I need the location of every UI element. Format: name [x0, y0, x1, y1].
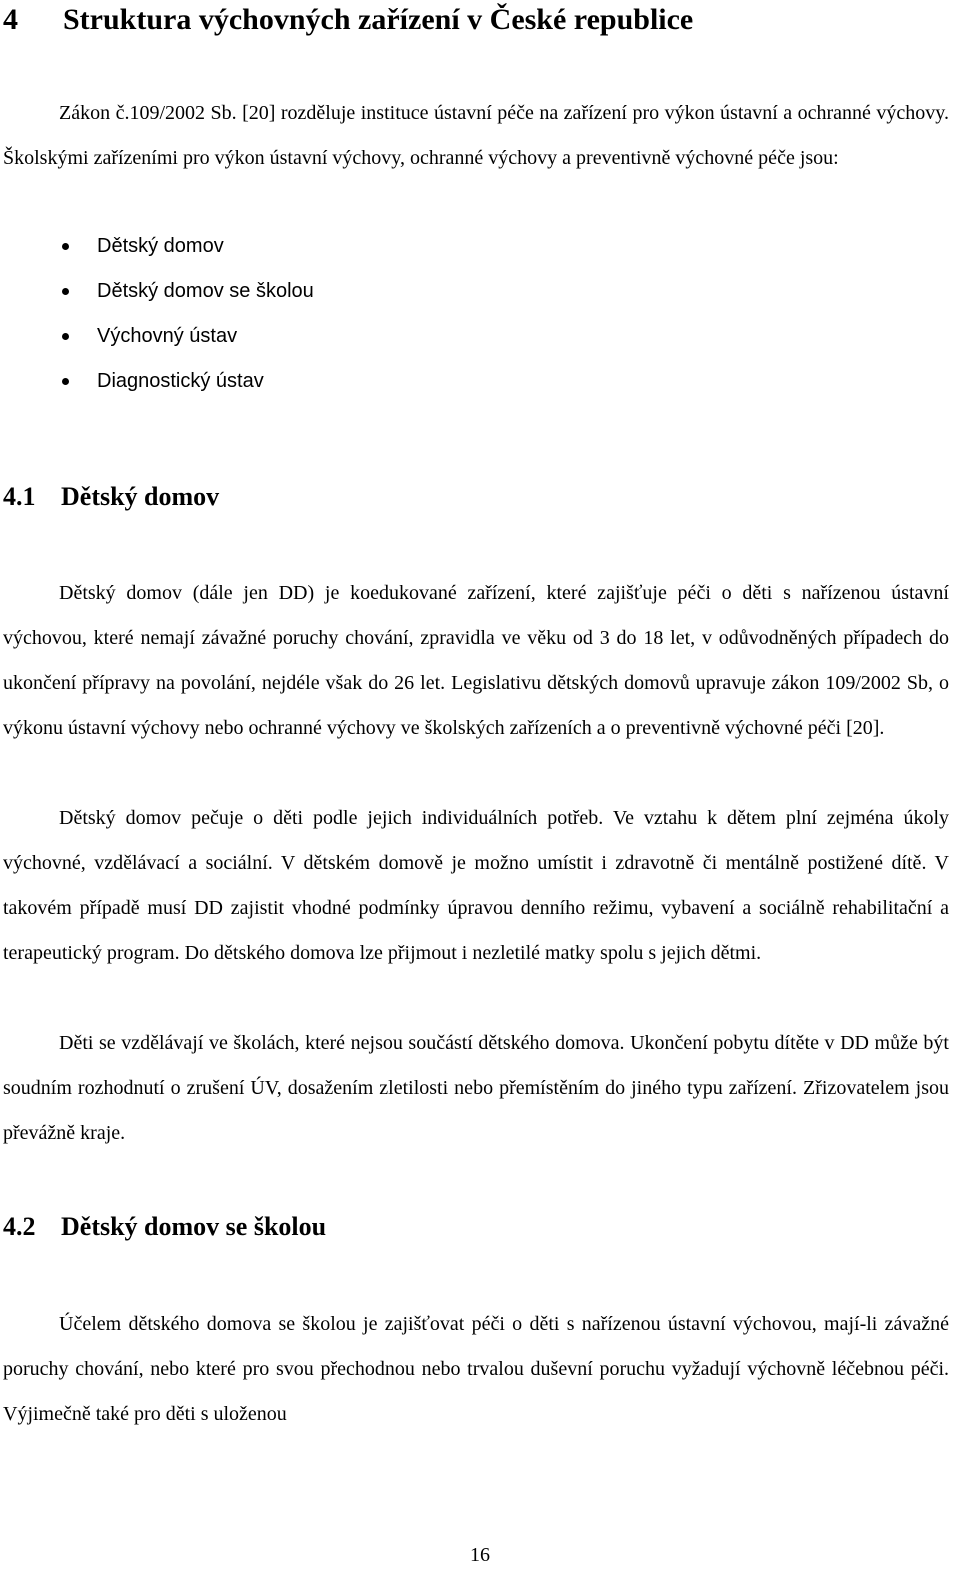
list-item — [0, 314, 314, 359]
section-heading-4-1 — [3, 480, 219, 514]
list-item-label: Diagnostický ústav — [97, 370, 264, 392]
section-title: Dětský domov — [61, 482, 220, 511]
body-paragraph: Účelem dětského domova se školou je zajišťovat péči o děti s nařízenou ústavní výchovou, mají-li závažné poruchy chování, nebo které pro svou přechodnou nebo trvalou duševní poruchu vyžadují výchovně léčebnou péči. Výjimečně také pro děti s uloženou — [3, 1313, 949, 1425]
section-number: 4.1 — [3, 482, 36, 511]
institution-list — [0, 224, 314, 404]
intro-paragraph: Zákon č.109/2002 Sb. [20] rozděluje instituce ústavní péče na zařízení pro výkon ústavní a ochranné výchovy. Školskými zařízeními pro výkon ústavní výchovy, ochranné výchovy a preventivně výchovné péče jsou: — [3, 102, 949, 169]
section-title: Dětský domov se školou — [61, 1212, 327, 1241]
list-item-label: Výchovný ústav — [97, 325, 238, 347]
list-item — [0, 224, 314, 269]
section-number: 4.2 — [3, 1212, 36, 1241]
body-paragraph: Dětský domov (dále jen DD) je koedukované zařízení, které zajišťuje péči o děti s nařízenou ústavní výchovou, které nemají závažné poruchy chování, zpravidla ve věku od 3 do 18 let, v odůvodněných případech do ukončení přípravy na povolání, nejdéle však do 26 let. Legislativu dětských domovů upravuje zákon 109/2002 Sb, o výkonu ústavní výchovy nebo ochranné výchovy ve školských zařízeních a o preventivně výchovné péči [20]. — [3, 582, 949, 739]
page-number: 16 — [470, 1544, 490, 1566]
body-paragraph: Dětský domov pečuje o děti podle jejich individuálních potřeb. Ve vztahu k dětem plní zejména úkoly výchovné, vzdělávací a sociální. V dětském domově je možno umístit i zdravotně či mentálně postižené dítě. V takovém případě musí DD zajistit vhodné podmínky úpravou denního režimu, vybavení a sociálně rehabilitační a terapeutický program. Do dětského domova lze přijmout i nezletilé matky spolu s jejich dětmi. — [3, 807, 949, 964]
list-item — [0, 269, 314, 314]
chapter-number: 4 — [3, 3, 18, 36]
bullet-icon — [62, 243, 69, 250]
bullet-icon — [62, 378, 69, 385]
body-paragraph: Děti se vzdělávají ve školách, které nejsou součástí dětského domova. Ukončení pobytu dítěte v DD může být soudním rozhodnutí o zrušení ÚV, dosažením zletilosti nebo přemístěním do jiného typu zařízení. Zřizovatelem jsou převážně kraje. — [3, 1032, 949, 1144]
list-item-label: Dětský domov — [97, 235, 224, 257]
list-item — [0, 359, 314, 404]
bullet-icon — [62, 333, 69, 340]
bullet-icon — [62, 288, 69, 295]
list-item-label: Dětský domov se školou — [97, 280, 314, 302]
chapter-heading — [3, 0, 693, 40]
chapter-title: Struktura výchovných zařízení v České republice — [63, 3, 694, 36]
section-heading-4-2 — [3, 1210, 326, 1244]
